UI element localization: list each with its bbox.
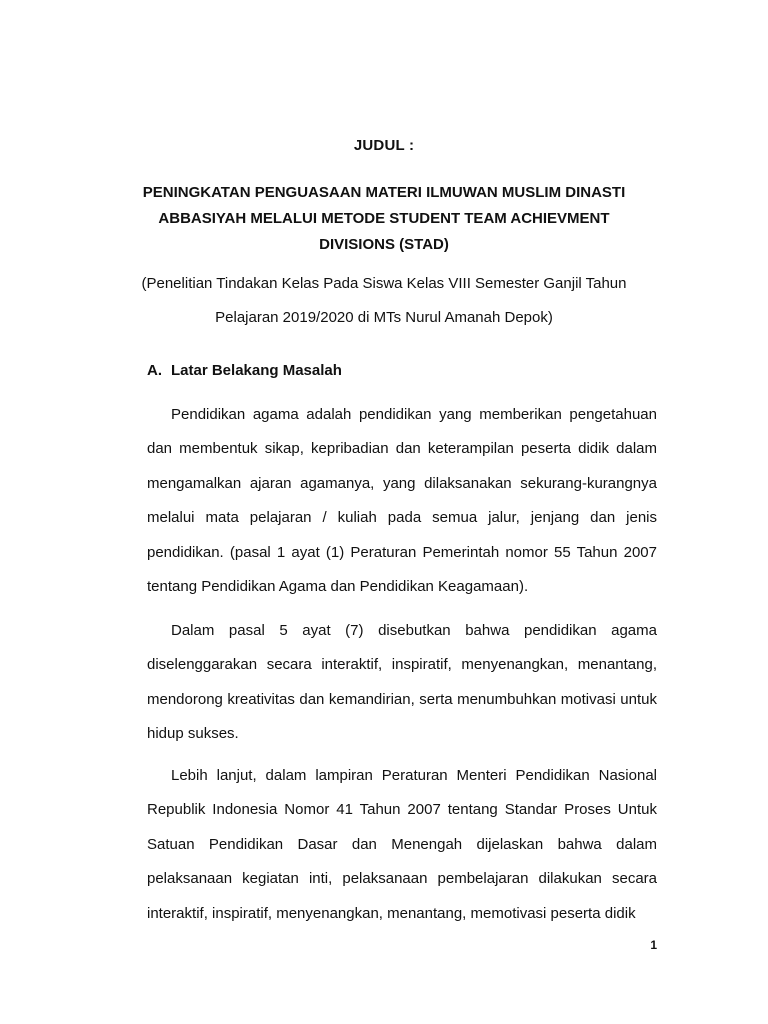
paragraph-3: Lebih lanjut, dalam lampiran Peraturan Menteri Pendidikan Nasional Republik Indonesia Nomor 41 Tahun 2007 tentang Standar Proses Untuk Satuan Pendidikan Dasar dan Menengah dijelaskan bahwa dalam pelaksanaan kegiatan inti, pelaksanaan pembelajaran dilakukan secara interaktif, inspiratif, menyenangkan, menantang, memotivasi peserta didik bbox=[147, 767, 657, 922]
document-title: PENINGKATAN PENGUASAAN MATERI ILMUWAN MUSLIM DINASTI ABBASIYAH MELALUI METODE STUDENT TEAM ACHIEVMENT DIVISIONS (STAD) bbox=[142, 184, 626, 253]
section-heading bbox=[147, 362, 342, 379]
paragraph-2: Dalam pasal 5 ayat (7) disebutkan bahwa pendidikan agama diselenggarakan secara interaktif, inspiratif, menyenangkan, menantang, mendorong kreativitas dan kemandirian, serta menumbuhkan motivasi untuk hidup sukses. bbox=[147, 622, 657, 743]
paragraph-1: Pendidikan agama adalah pendidikan yang memberikan pengetahuan dan membentuk sikap, kepribadian dan keterampilan peserta didik dalam mengamalkan ajaran agamanya, yang dilaksanakan sekurang-kurangnya melalui mata pelajaran / kuliah pada semua jalur, jenjang dan jenis pendidikan. (pasal 1 ayat (1) Peraturan Pemerintah nomor 55 Tahun 2007 tentang Pendidikan Agama dan Pendidikan Keagamaan). bbox=[147, 406, 657, 596]
judul-label: JUDUL : bbox=[353, 137, 415, 154]
page-number: 1 bbox=[650, 938, 657, 952]
section-title: Latar Belakang Masalah bbox=[171, 362, 342, 379]
section-number: A. bbox=[147, 362, 162, 379]
document-subtitle: (Penelitian Tindakan Kelas Pada Siswa Kelas VIII Semester Ganjil Tahun Pelajaran 2019/2020 di MTs Nurul Amanah Depok) bbox=[141, 275, 627, 326]
